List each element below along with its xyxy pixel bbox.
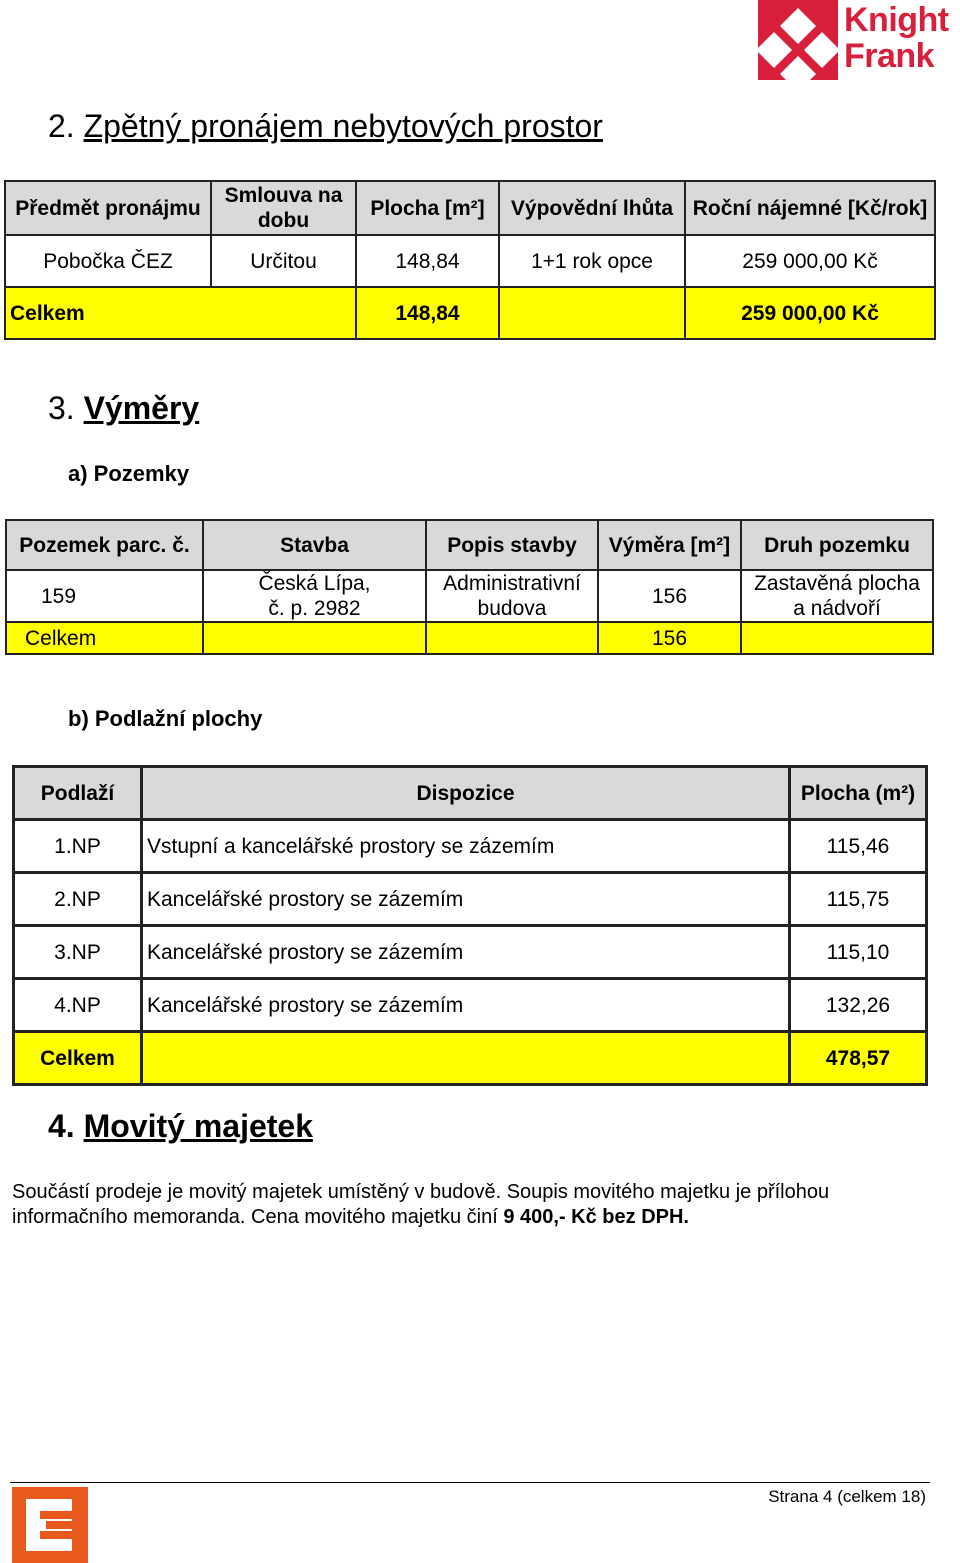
total-area: 478,57 xyxy=(790,1032,927,1085)
table-row xyxy=(14,979,927,1032)
col-header: Výměra [m²] xyxy=(598,520,741,570)
price-emphasis: 9 400,- Kč bez DPH. xyxy=(503,1206,689,1228)
knight-frank-logo xyxy=(758,0,960,80)
total-label: Celkem xyxy=(14,1032,142,1085)
description-cell: Administrativní budova xyxy=(426,570,598,622)
col-header: Podlaží xyxy=(14,767,142,820)
total-row xyxy=(14,1032,927,1085)
col-header: Předmět pronájmu xyxy=(5,181,211,235)
total-empty xyxy=(203,622,426,654)
parcel-cell: 159 xyxy=(6,570,203,622)
floor-area-cell: 115,75 xyxy=(790,873,927,926)
floor-table xyxy=(12,765,928,1086)
total-area: 148,84 xyxy=(356,287,499,339)
floor-cell: 2.NP xyxy=(14,873,142,926)
table-row xyxy=(6,570,933,622)
total-empty xyxy=(142,1032,790,1085)
table-header-row xyxy=(5,181,935,235)
table-row xyxy=(5,235,935,287)
total-empty xyxy=(741,622,933,654)
footer-divider xyxy=(10,1482,930,1483)
total-rent: 259 000,00 Kč xyxy=(685,287,935,339)
col-header: Pozemek parc. č. xyxy=(6,520,203,570)
logo-wordmark: Knight Frank xyxy=(844,1,949,75)
col-header: Stavba xyxy=(203,520,426,570)
table-row xyxy=(14,820,927,873)
col-header: Plocha [m²] xyxy=(356,181,499,235)
floor-area-cell: 115,10 xyxy=(790,926,927,979)
table-cell: 1+1 rok opce xyxy=(499,235,685,287)
layout-cell: Vstupní a kancelářské prostory se zázemím xyxy=(142,820,790,873)
floor-area-cell: 132,26 xyxy=(790,979,927,1032)
table-header-row xyxy=(6,520,933,570)
layout-cell: Kancelářské prostory se zázemím xyxy=(142,873,790,926)
table-cell: 148,84 xyxy=(356,235,499,287)
total-empty xyxy=(426,622,598,654)
table-cell: Určitou xyxy=(211,235,356,287)
total-area: 156 xyxy=(598,622,741,654)
land-type-cell: Zastavěná plocha a nádvoří xyxy=(741,570,933,622)
table-row xyxy=(14,926,927,979)
area-cell: 156 xyxy=(598,570,741,622)
table-row xyxy=(14,873,927,926)
knight-frank-diamond-icon xyxy=(758,0,838,80)
total-row xyxy=(5,287,935,339)
col-header: Druh pozemku xyxy=(741,520,933,570)
table-cell: Pobočka ČEZ xyxy=(5,235,211,287)
layout-cell: Kancelářské prostory se zázemím xyxy=(142,979,790,1032)
total-label: Celkem xyxy=(6,622,203,654)
floor-cell: 4.NP xyxy=(14,979,142,1032)
total-label: Celkem xyxy=(5,287,356,339)
movable-assets-paragraph: Součástí prodeje je movitý majetek umístěný v budově. Soupis movitého majetku je přílohou informačního memoranda. Cena movitého majetku činí 9 400,- Kč bez DPH. xyxy=(12,1181,830,1228)
section3-heading: 3. Výměry xyxy=(48,390,200,426)
layout-cell: Kancelářské prostory se zázemím xyxy=(142,926,790,979)
col-header: Výpovědní lhůta xyxy=(499,181,685,235)
col-header: Roční nájemné [Kč/rok] xyxy=(685,181,935,235)
floor-area-cell: 115,46 xyxy=(790,820,927,873)
table-cell: 259 000,00 Kč xyxy=(685,235,935,287)
cez-logo-icon xyxy=(12,1487,88,1563)
floor-cell: 1.NP xyxy=(14,820,142,873)
total-empty xyxy=(499,287,685,339)
land-table xyxy=(5,519,934,655)
col-header: Popis stavby xyxy=(426,520,598,570)
subsection-a-title: a) Pozemky xyxy=(68,461,190,486)
building-cell: Česká Lípa, č. p. 2982 xyxy=(203,570,426,622)
section4-heading: 4. Movitý majetek xyxy=(48,1108,313,1144)
floor-cell: 3.NP xyxy=(14,926,142,979)
total-row xyxy=(6,622,933,654)
lease-table xyxy=(4,180,936,340)
col-header: Plocha (m²) xyxy=(790,767,927,820)
section2-heading: 2. Zpětný pronájem nebytových prostor xyxy=(48,108,603,144)
col-header: Dispozice xyxy=(142,767,790,820)
col-header: Smlouva na dobu xyxy=(211,181,356,235)
subsection-b-title: b) Podlažní plochy xyxy=(68,706,263,731)
table-header-row xyxy=(14,767,927,820)
page-number: Strana 4 (celkem 18) xyxy=(768,1487,926,1506)
